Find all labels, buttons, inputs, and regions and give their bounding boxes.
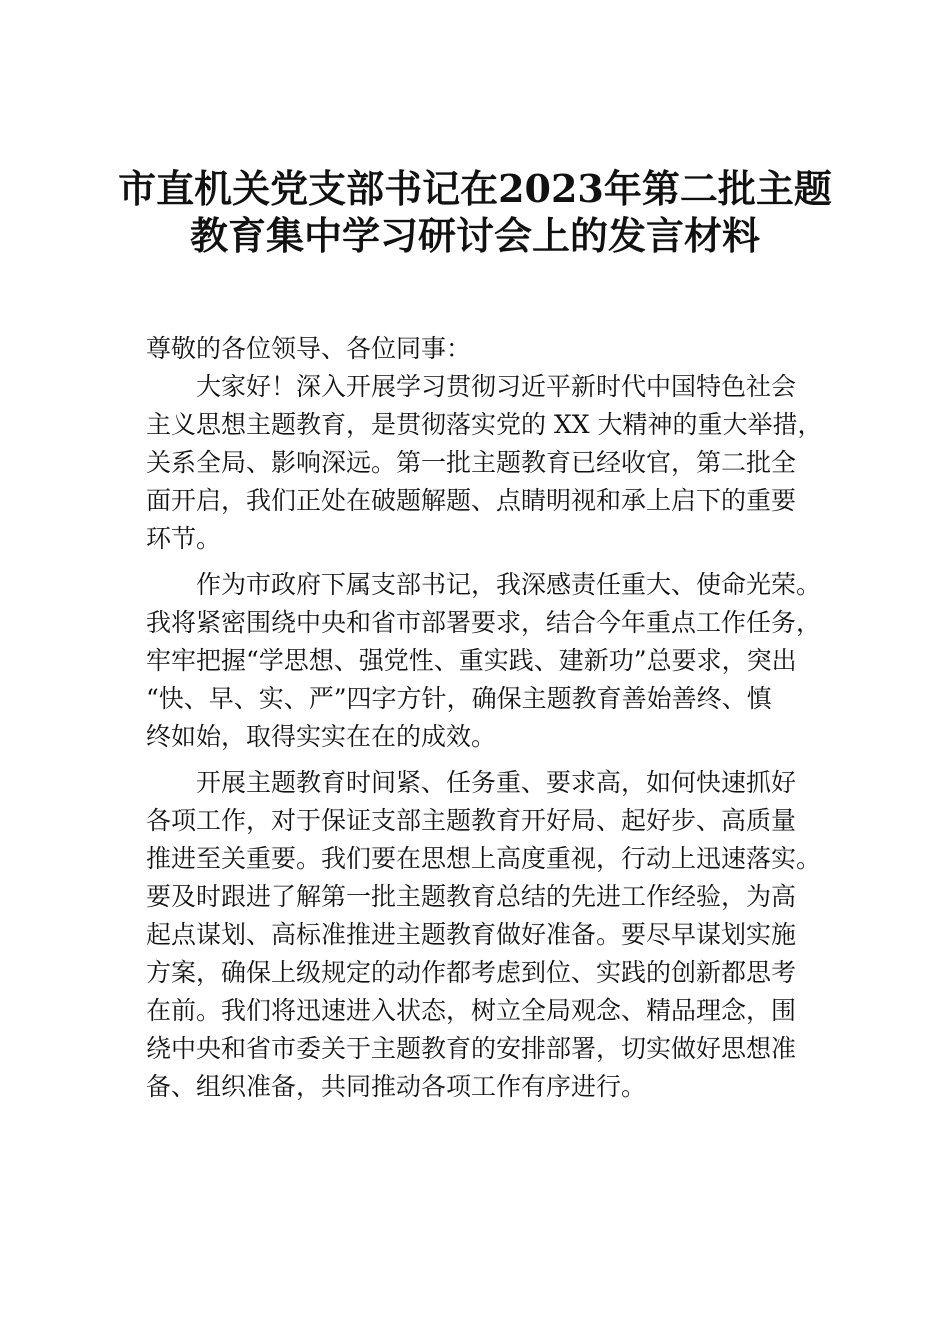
paragraph-line: 在前。我们将迅速进入状态，树立全局观念、精品理念，围 xyxy=(146,996,797,1025)
paragraph-line: 牢牢把握“学思想、强党性、重实践、建新功”总要求，突出 xyxy=(146,646,797,675)
paragraph-line: 我将紧密围绕中央和省市部署要求，结合今年重点工作任务， xyxy=(146,608,822,637)
paragraph-line: 作为市政府下属支部书记，我深感责任重大、使命光荣。 xyxy=(196,570,822,599)
paragraph-line: 要及时跟进了解第一批主题教育总结的先进工作经验，为高 xyxy=(146,882,797,911)
paragraph-line: 方案，确保上级规定的动作都考虑到位、实践的创新都思考 xyxy=(146,958,797,987)
paragraph-line: 面开启，我们正处在破题解题、点睛明视和承上启下的重要 xyxy=(146,486,797,515)
paragraph-line: 绕中央和省市委关于主题教育的安排部署，切实做好思想准 xyxy=(146,1034,797,1063)
paragraph-line: 推进至关重要。我们要在思想上高度重视，行动上迅速落实。 xyxy=(146,844,822,873)
paragraph-line: 关系全局、影响深远。第一批主题教育已经收官，第二批全 xyxy=(146,448,797,477)
paragraph-line: 主义思想主题教育，是贯彻落实党的 XX 大精神的重大举措， xyxy=(146,410,823,439)
document-title-line-2: 教育集中学习研讨会上的发言材料 xyxy=(189,213,760,258)
paragraph-line: 终如始，取得实实在在的成效。 xyxy=(146,722,497,751)
document-title-line-1: 市直机关党支部书记在2023年第二批主题 xyxy=(118,166,832,211)
paragraph-line: 起点谋划、高标准推进主题教育做好准备。要尽早谋划实施 xyxy=(146,920,797,949)
paragraph-line: 各项工作，对于保证支部主题教育开好局、起好步、高质量 xyxy=(146,806,797,835)
paragraph-line: 备、组织准备，共同推动各项工作有序进行。 xyxy=(146,1072,647,1101)
paragraph-line: “快、早、实、严”四字方针，确保主题教育善始善终、慎 xyxy=(146,684,772,713)
paragraph-line: 大家好！深入开展学习贯彻习近平新时代中国特色社会 xyxy=(196,372,797,401)
salutation: 尊敬的各位领导、各位同事： xyxy=(146,334,472,363)
paragraph-line: 环节。 xyxy=(146,524,222,553)
paragraph-line: 开展主题教育时间紧、任务重、要求高，如何快速抓好 xyxy=(196,768,797,797)
